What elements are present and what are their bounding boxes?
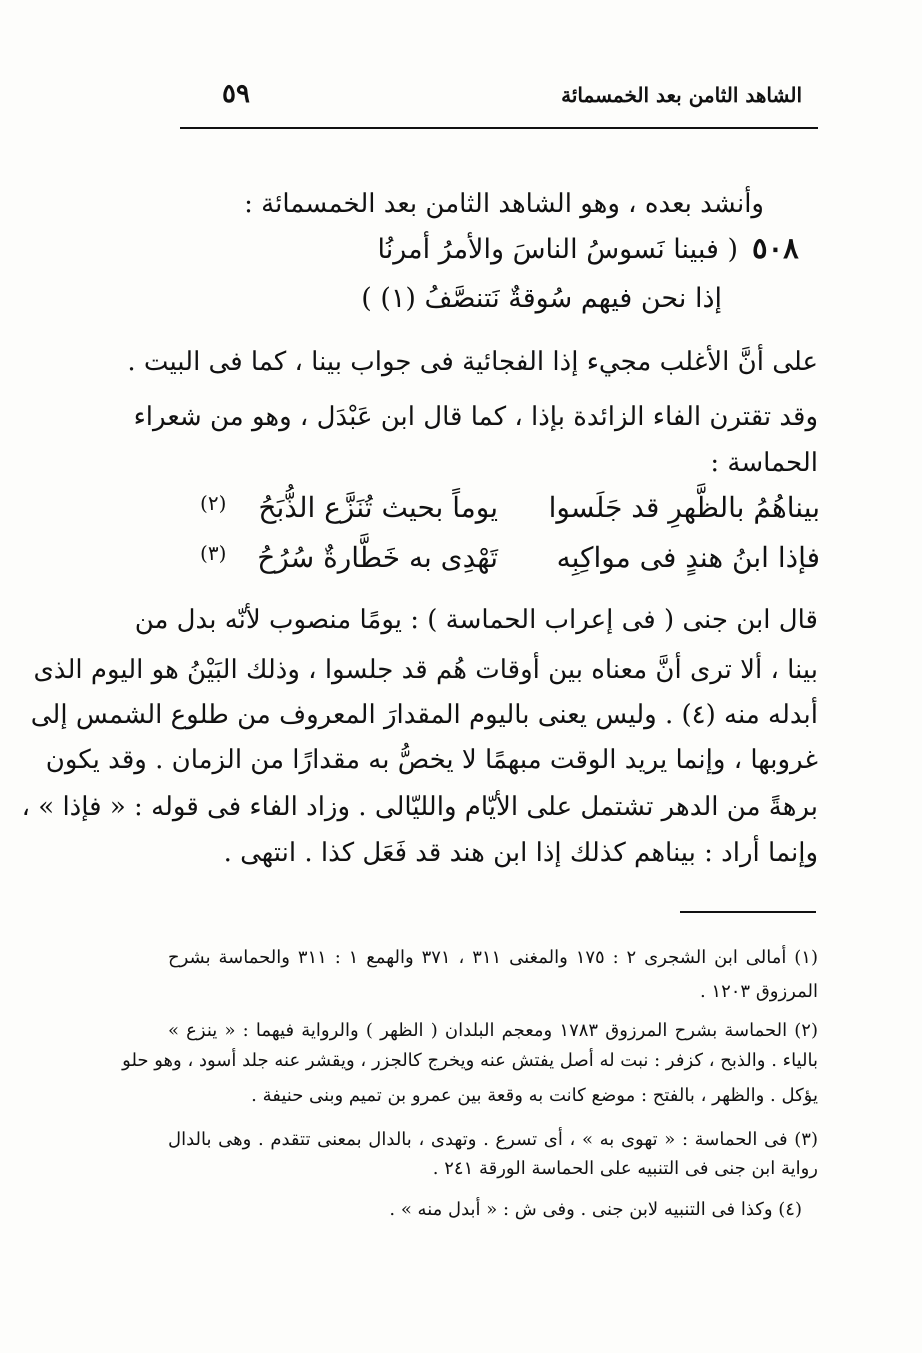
body-line-1: على أنَّ الأغلب مجيء إذا الفجائية فى جواب بينا ، كما فى البيت .	[127, 347, 818, 377]
page-number: ٥٩	[222, 79, 250, 109]
verse-line-2: إذا نحن فيهم سُوقةٌ نَتنصَّفُ (١) )	[361, 283, 722, 314]
footnote-3-line-1: (٣) فى الحماسة : « تهوى به » ، أى تسرع . وتهدى ، بالدال بمعنى تتقدم . وهى بالدال	[168, 1129, 818, 1150]
intro-line: وأنشد بعده ، وهو الشاهد الثامن بعد الخمسمائة :	[244, 189, 764, 219]
footnote-1-line-2: المرزوق ١٢٠٣ .	[699, 981, 818, 1002]
commentary-line-2: بينا ، ألا ترى أنَّ معناه بين أوقات هُم قد جلسوا ، وذلك البَيْنُ هو اليوم الذى	[33, 655, 818, 685]
footnote-divider	[680, 911, 816, 913]
footnote-3-line-2: رواية ابن جنى فى التنبيه على الحماسة الورقة ٢٤١ .	[432, 1158, 818, 1179]
footnote-4-line-1: (٤) وكذا فى التنبيه لابن جنى . وفى ش : « أبدل منه » .	[389, 1199, 802, 1220]
footnote-2-line-1: (٢) الحماسة بشرح المرزوق ١٧٨٣ ومعجم البلدان ( الظهر ) والرواية فيهما : « ينزع »	[168, 1020, 818, 1041]
poem-line-1-left-hemistich: يوماً بحيث تُنَزَّع الذُّبَحُ	[258, 491, 498, 524]
running-header-title: الشاهد الثامن بعد الخمسمائة	[561, 83, 802, 107]
header-divider	[180, 127, 818, 129]
poem-line-2-left-hemistich: تَهْدِى به خَطَّارةٌ سُرُحُ	[257, 541, 498, 574]
verse-line-1: ( فبينا نَسوسُ الناسَ والأمرُ أمرنُا	[377, 234, 738, 265]
poem-line-2-right-hemistich: فإذا ابنُ هندٍ فى مواكِبِه	[556, 541, 820, 574]
footnote-1-line-1: (١) أمالى ابن الشجرى ٢ : ١٧٥ والمغنى ٣١١ ، ٣٧١ والهمع ١ : ٣١١ والحماسة بشرح	[168, 947, 818, 968]
commentary-line-3: أبدله منه (٤) . وليس يعنى باليوم المقدارَ المعروف من طلوع الشمس إلى	[30, 700, 818, 730]
body-line-2: وقد تقترن الفاء الزائدة بإذا ، كما قال ابن عَبْدَل ، وهو من شعراء	[133, 402, 818, 432]
commentary-line-5: برهةً من الدهر تشتمل على الأيّام والليّالى . وزاد الفاء فى قوله : « فإذا » ،	[21, 792, 818, 822]
footnote-2-line-3: يؤكل . والظهر ، بالفتح : موضع كانت به وقعة بين عمرو بن تميم وبنى حنيفة .	[251, 1085, 818, 1106]
commentary-line-4: غروبها ، وإنما يريد الوقت مبهمًا لا يخصُّ به مقدارًا من الزمان . وقد يكون	[45, 745, 818, 775]
commentary-line-6: وإنما أراد : بيناهم كذلك إذا ابن هند قد فَعَل كذا . انتهى .	[223, 838, 818, 868]
footnote-marker-3: (٣)	[200, 541, 227, 565]
footnote-2-line-2: بالياء . والذبح ، كزفر : نبت له أصل يفتش عنه ويخرج كالجزر ، ويقشر عنه جلد أسود ، وهو حلو	[122, 1050, 818, 1071]
poem-line-1-right-hemistich: بيناهُمُ بالظَّهرِ قد جَلَسوا	[548, 491, 820, 524]
commentary-line-1: قال ابن جنى ( فى إعراب الحماسة ) : يومًا منصوب لأنّه بدل من	[134, 605, 818, 635]
verse-number: ٥٠٨	[752, 231, 799, 265]
body-line-3: الحماسة :	[710, 448, 818, 478]
footnote-marker-2: (٢)	[200, 491, 227, 515]
